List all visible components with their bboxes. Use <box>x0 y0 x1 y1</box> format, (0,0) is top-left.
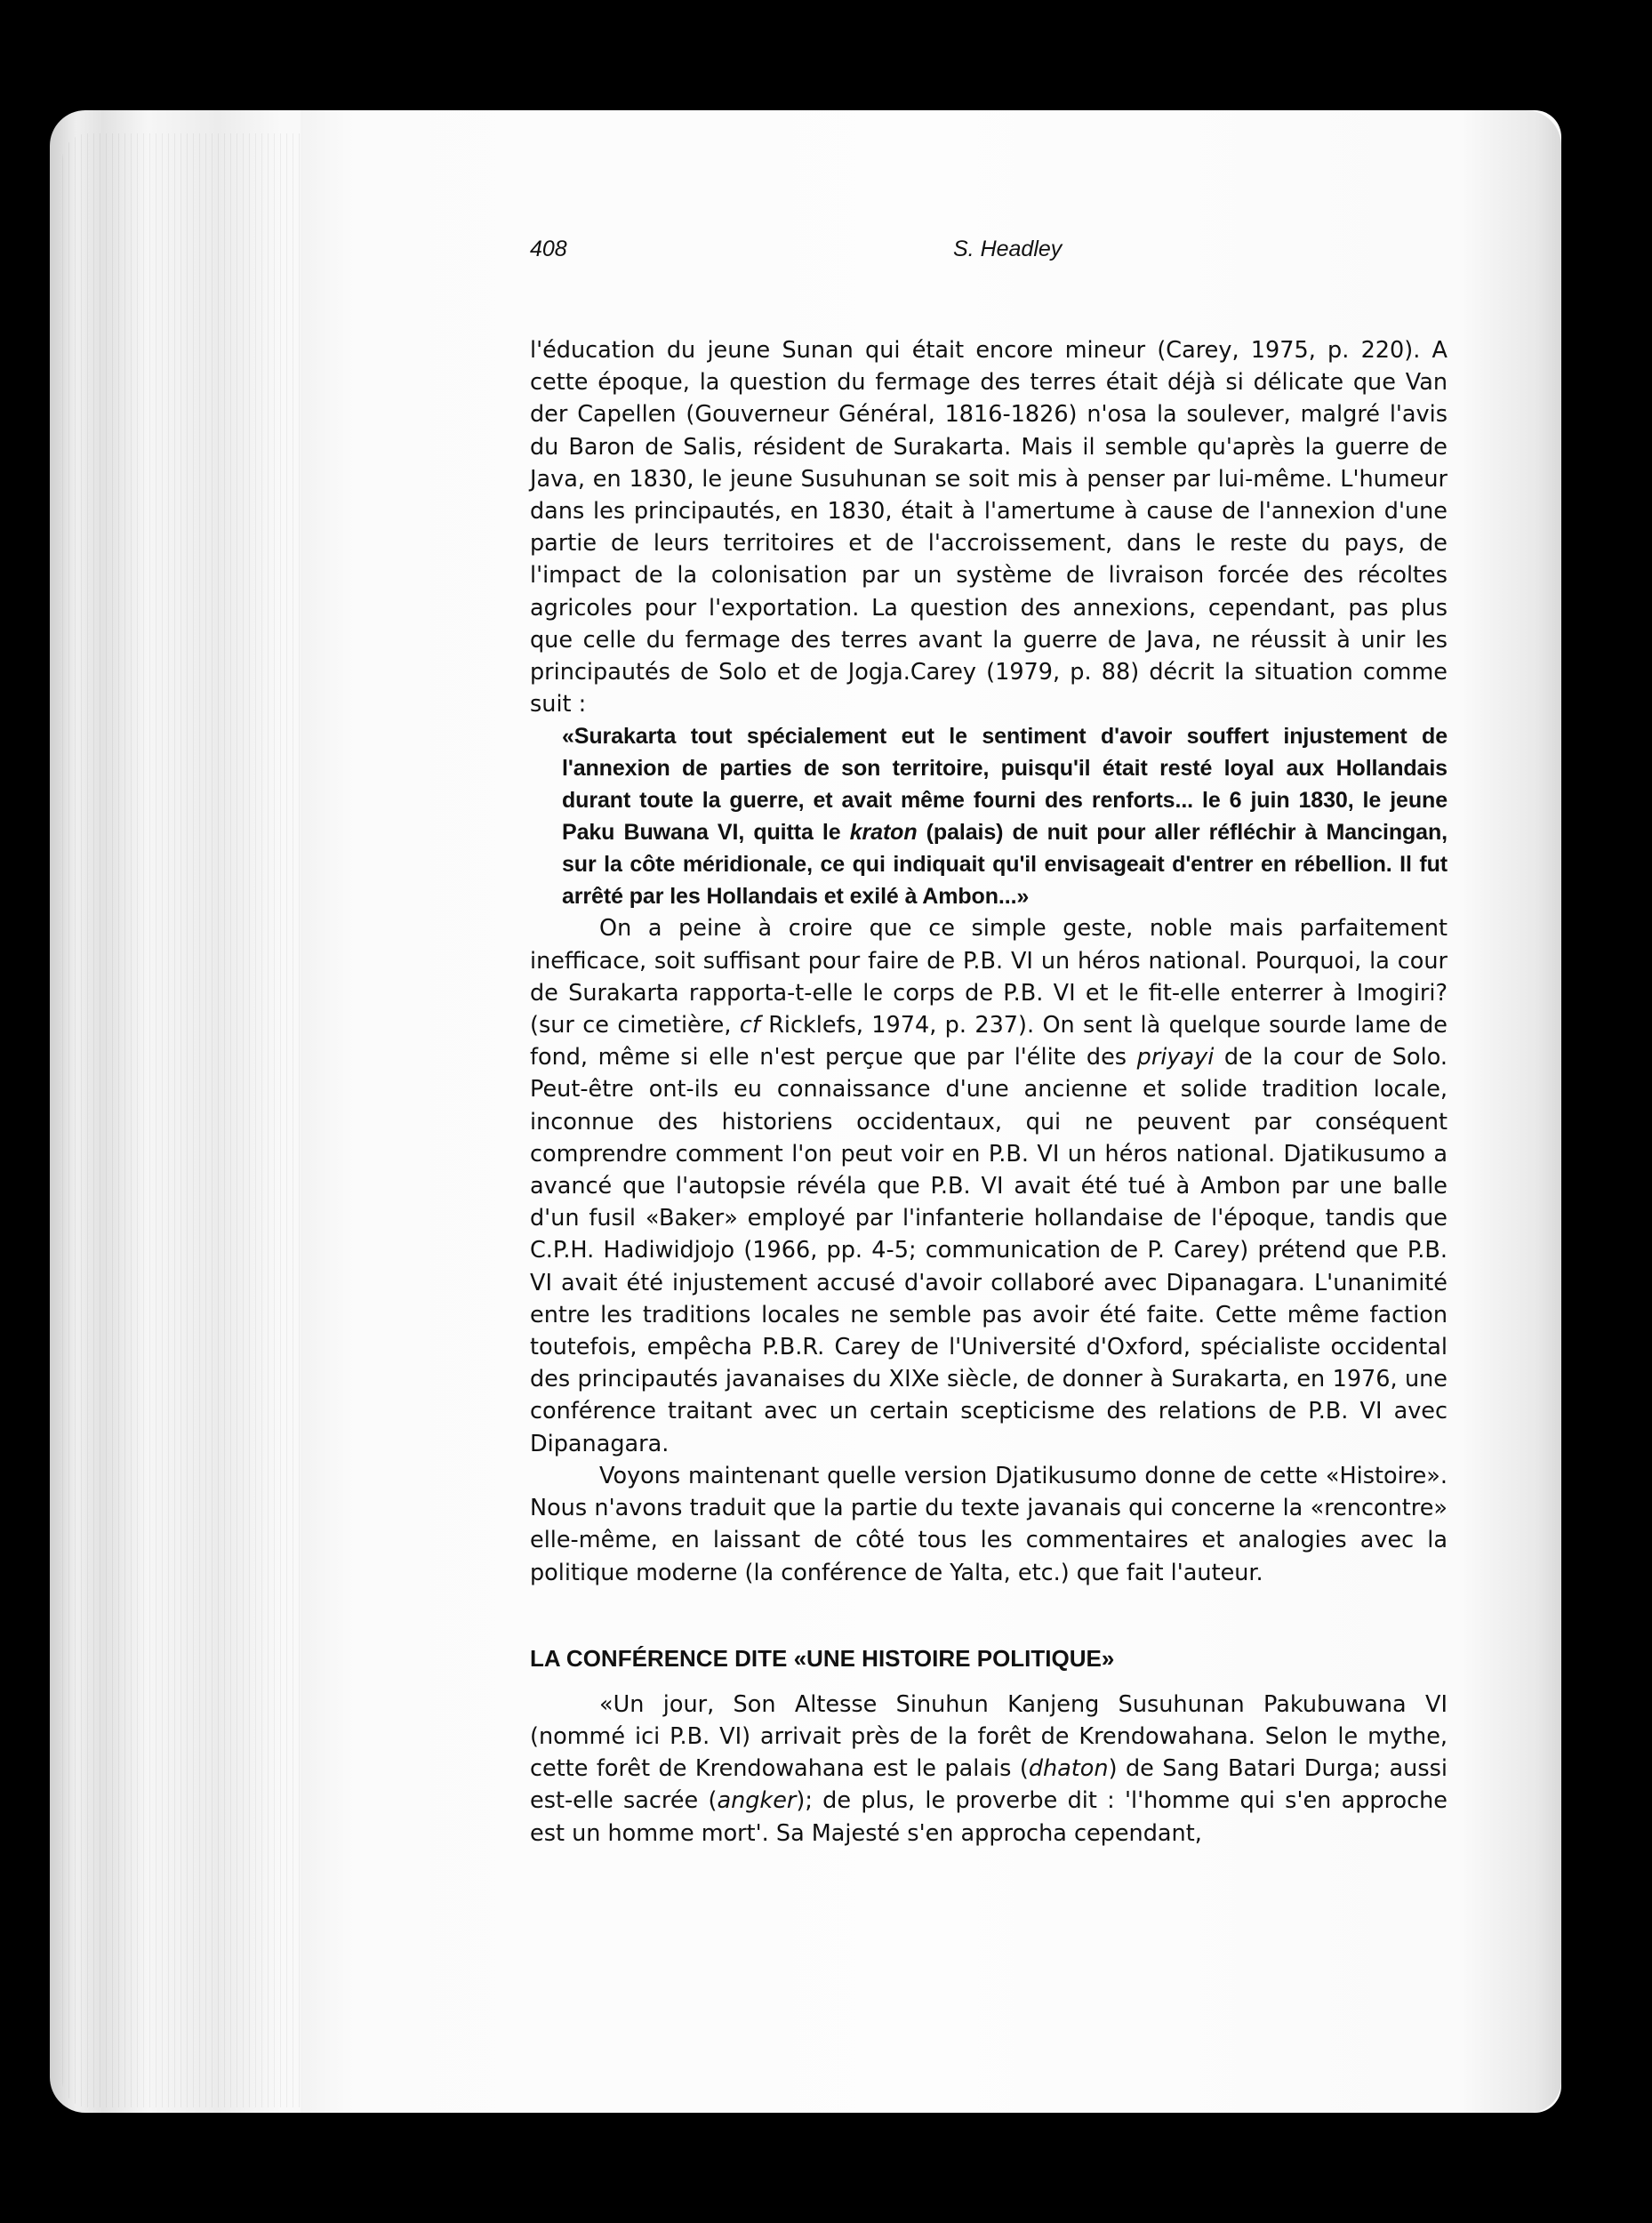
page-number: 408 <box>530 237 567 261</box>
paragraph-3 <box>530 1460 1448 1589</box>
quote-kraton: kraton <box>849 820 918 846</box>
paragraph-2-text-b: Ricklefs, 1974, p. 237). On sent là quelque sourde lame de fond, même si elle n'est perçue que par l'élite des <box>530 1012 1448 1071</box>
paragraph-4 <box>530 1689 1448 1850</box>
running-author: S. Headley <box>953 237 1063 261</box>
paragraph-4-text-b: ) de Sang Batari Durga; aussi est-elle sacrée ( <box>530 1755 1448 1815</box>
paragraph-4-angker: angker <box>717 1787 797 1815</box>
body-text <box>530 334 1448 1850</box>
page-edge-lines <box>62 133 302 2107</box>
paragraph-3-text: Voyons maintenant quelle version Djatikusumo donne de cette «Histoire». Nous n'avons traduit que la partie du texte javanais qui concerne la «rencontre» elle-même, en laissant de côté tous les commentaires et analogies avec la politique moderne (la conférence de Yalta, etc.) que fait l'auteur. <box>530 1462 1448 1586</box>
section-heading: LA CONFÉRENCE DITE «UNE HISTOIRE POLITIQUE» <box>530 1644 1115 1672</box>
quote-text-b: (palais) de nuit pour aller réfléchir à Mancingan, sur la côte méridionale, ce qui indiquait qu'il envisageait d'entrer en rébellion. Il fut arrêté par les Hollandais et exilé à Ambon...» <box>562 820 1448 910</box>
block-quote <box>562 720 1448 912</box>
paragraph-4-text-c: ); de plus, le proverbe dit : 'l'homme qui s'en approche est un homme mort'. Sa Majesté s'en approcha cependant, <box>530 1787 1448 1847</box>
quote-text-a: «Surakarta tout spécialement eut le sentiment d'avoir souffert injustement de l'annexion de parties de son territoire, puisqu'il était resté loyal aux Hollandais durant toute la guerre, et avait même fourni des renforts... le 6 juin 1830, le jeune Paku Buwana VI, quitta le <box>562 724 1448 846</box>
paragraph-4-text-a: «Un jour, Son Altesse Sinuhun Kanjeng Susuhunan Pakubuwana VI (nommé ici P.B. VI) arrivait près de la forêt de Krendowahana. Selon le mythe, cette forêt de Krendowahana est le palais ( <box>530 1690 1448 1783</box>
paragraph-1 <box>530 334 1448 720</box>
paragraph-4-dhaton: dhaton <box>1028 1755 1109 1783</box>
running-header <box>530 237 1455 272</box>
paragraph-2 <box>530 912 1448 1459</box>
paragraph-2-cf: cf <box>739 1012 760 1039</box>
paragraph-2-text-a: On a peine à croire que ce simple geste, noble mais parfaitement inefficace, soit suffisant pour faire de P.B. VI un héros national. Pourquoi, la cour de Surakarta rapporta-t-elle le corps de P.B. VI et le fit-elle enterrer à Imogiri? (sur ce cimetière, <box>530 915 1448 1039</box>
paragraph-2-text-c: de la cour de Solo. Peut-être ont-ils eu connaissance d'une ancienne et solide tradition locale, inconnue des historiens occidentaux, qui ne peuvent par conséquent comprendre comment l'on peut voir en P.B. VI un héros national. Djatikusumo a avancé que l'autopsie révéla que P.B. VI avait été tué à Ambon par une balle d'un fusil «Baker» employé par l'infanterie hollandaise de l'époque, tandis que C.P.H. Hadiwidjojo (1966, pp. 4-5; communication de P. Carey) prétend que P.B. VI avait été injustement accusé d'avoir collaboré avec Dipanagara. L'unanimité entre les traditions locales ne semble pas avoir été faite. Cette même faction toutefois, empêcha P.B.R. Carey de l'Université d'Oxford, spécialiste occidental des principautés javanaises du XIXe siècle, de donner à Surakarta, en 1976, une conférence traitant avec un certain scepticisme des relations de P.B. VI avec Dipanagara. <box>530 1044 1448 1457</box>
paragraph-1-text: l'éducation du jeune Sunan qui était encore mineur (Carey, 1975, p. 220). A cette époque, la question du fermage des terres était déjà si délicate que Van der Capellen (Gouverneur Général, 1816-1826) n'osa la soulever, malgré l'avis du Baron de Salis, résident de Surakarta. Mais il semble qu'après la guerre de Java, en 1830, le jeune Susuhunan se soit mis à penser par lui-même. L'humeur dans les principautés, en 1830, était à l'amertume à cause de l'annexion d'une partie de leurs territoires et de l'accroissement, dans le reste du pays, de l'impact de la colonisation par un système de livraison forcée des récoltes agricoles pour l'exportation. La question des annexions, cependant, pas plus que celle du fermage des terres avant la guerre de Java, ne réussit à unir les principautés de Solo et de Jogja.Carey (1979, p. 88) décrit la situation comme suit : <box>530 337 1448 718</box>
paragraph-2-priyayi: priyayi <box>1136 1044 1215 1071</box>
